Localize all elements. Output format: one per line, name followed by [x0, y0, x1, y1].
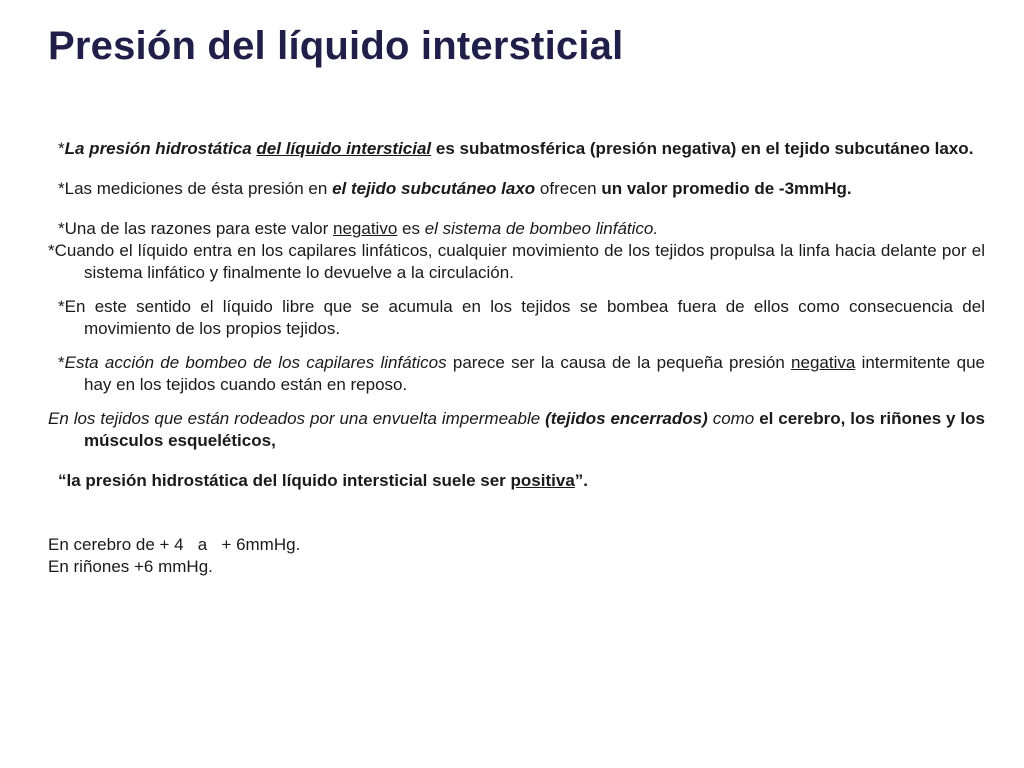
- p1-rest: es subatmosférica (presión negativa) en el tejido subcutáneo laxo.: [431, 139, 974, 158]
- p8-text-a: “la presión hidrostática del líquido intersticial suele ser: [58, 471, 511, 490]
- p2-text-c: ofrecen: [535, 179, 602, 198]
- paragraph-razones: [48, 218, 985, 240]
- paragraph-capilares: [48, 240, 985, 284]
- p8-text-c: ”.: [574, 471, 589, 490]
- p2-text-d: un valor promedio de -3mmHg.: [601, 179, 852, 198]
- line-cerebro: En cerebro de + 4 a + 6mmHg.: [48, 535, 301, 554]
- p6-text-e: intermitente que hay en los tejidos cuando están en reposo.: [84, 353, 985, 394]
- slide-title: Presión del líquido intersticial: [48, 24, 624, 68]
- paragraph-bombeo: [48, 352, 985, 396]
- p5-text: *En este sentido el líquido libre que se acumula en los tejidos se bombea fuera de ellos como consecuencia del movimiento de los propios tejidos.: [58, 297, 985, 338]
- p3-text-a: *Una de las razones para este valor: [58, 219, 333, 238]
- slide-body: [48, 138, 985, 578]
- p7-text-c: como: [707, 409, 760, 428]
- p1-star: *: [58, 139, 65, 158]
- paragraph-positiva: [48, 470, 985, 492]
- p6-negativa: negativa: [791, 353, 856, 372]
- p7-text-b: (tejidos encerrados): [545, 409, 708, 428]
- p3-negativo: negativo: [333, 219, 398, 238]
- p2-text-a: *Las mediciones de ésta presión en: [58, 179, 333, 198]
- paragraph-mediciones: [48, 178, 985, 200]
- p1-italic: La presión hidrostática: [64, 139, 252, 158]
- paragraph-tejidos-encerrados: [48, 408, 985, 452]
- p2-text-b: el tejido subcutáneo laxo: [332, 179, 536, 198]
- p6-italic: Esta acción de bombeo de los capilares linfáticos: [64, 353, 447, 372]
- p1-underlined: del líquido intersticial: [256, 139, 432, 158]
- p3-text-c: es: [397, 219, 425, 238]
- p7-text-a: En los tejidos que están rodeados por una envuelta impermeable: [48, 409, 546, 428]
- p8-positiva: positiva: [510, 471, 575, 490]
- p6-text-c: parece ser la causa de la pequeña presión: [446, 353, 792, 372]
- paragraph-presion-subatmosferica: [48, 138, 985, 160]
- line-rinones: En riñones +6 mmHg.: [48, 557, 213, 576]
- p6-star: *: [58, 353, 65, 372]
- paragraph-sentido: [48, 296, 985, 340]
- p7-text-d: el cerebro, los riñones y los músculos esqueléticos,: [84, 409, 985, 450]
- p3-sistema: el sistema de bombeo linfático.: [424, 219, 659, 238]
- p4-text: *Cuando el líquido entra en los capilares linfáticos, cualquier movimiento de los tejidos propulsa la linfa hacia delante por el sistema linfático y finalmente lo devuelve a la circulación.: [48, 241, 985, 282]
